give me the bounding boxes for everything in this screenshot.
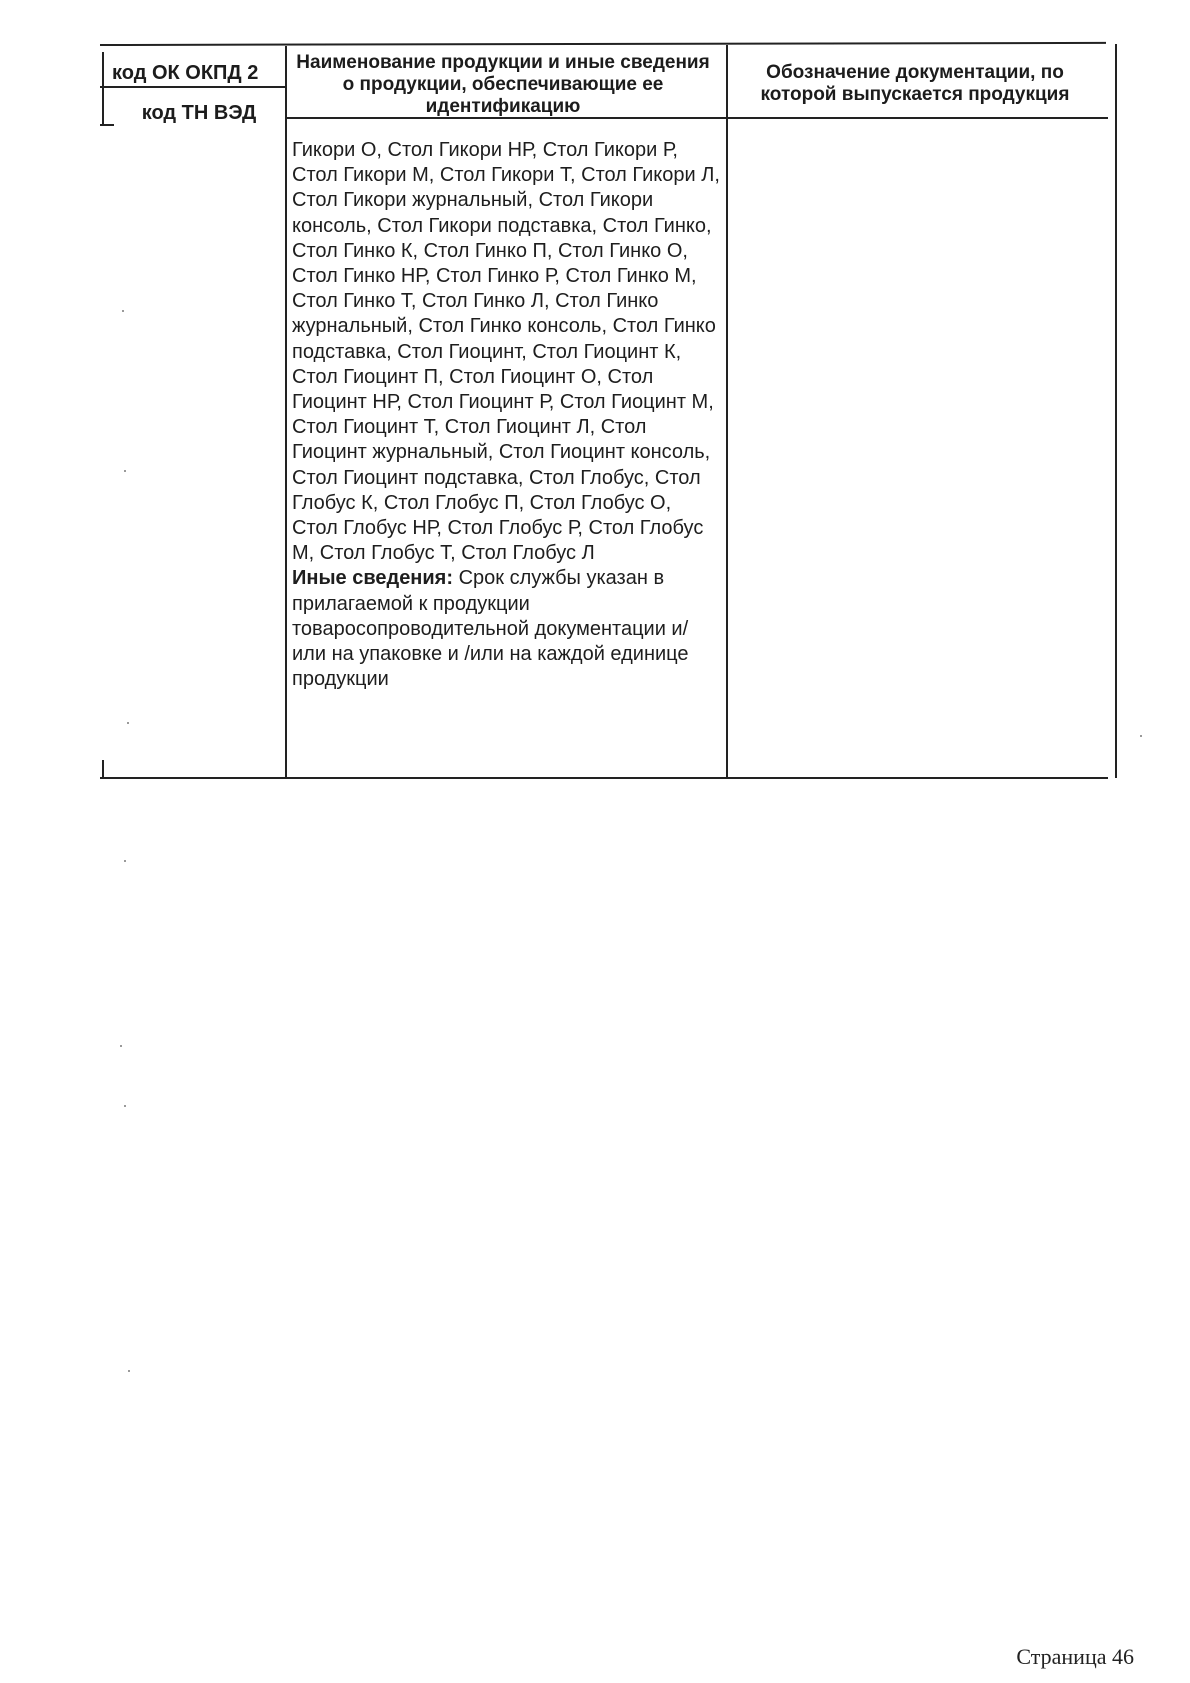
other-info-label: Иные сведения:: [292, 567, 454, 590]
header-product-name: Наименование продукции и иные сведения о продукции, обеспечивающие ее идентификацию: [296, 52, 710, 117]
scan-speck: [120, 1045, 122, 1047]
column-divider-1: [285, 46, 287, 778]
table-left-border-bottom: [102, 760, 104, 779]
scan-speck: [127, 722, 129, 724]
header-okpd: код ОК ОКПД 2: [112, 62, 259, 84]
table-right-border: [1115, 44, 1117, 778]
header-tnved: код ТН ВЭД: [141, 102, 257, 124]
scan-speck: [122, 310, 124, 312]
column-divider-2: [726, 45, 728, 778]
table-bottom-border: [100, 777, 1108, 779]
scan-speck: [124, 860, 126, 862]
scan-speck: [124, 470, 126, 472]
page-number: Страница 46: [1016, 1644, 1134, 1669]
header-divider-left: [100, 86, 286, 88]
other-info-text: Срок службы указан в прилагаемой к продукции товаросопроводительной документации и/или на упаковке и /или на каждой единице продукции: [292, 567, 689, 691]
header-documentation: Обозначение документации, по которой выпускается продукция: [760, 62, 1070, 105]
table-top-border: [100, 42, 1106, 46]
table-left-border: [102, 52, 104, 126]
product-description-cell: [292, 138, 722, 692]
scan-speck: [1140, 735, 1142, 737]
scan-speck: [128, 1370, 130, 1372]
scan-speck: [124, 1105, 126, 1107]
product-list: Гикори О, Стол Гикори НР, Стол Гикори Р, Стол Гикори М, Стол Гикори Т, Стол Гикори Л, Стол Гикори журнальный, Стол Гикори консоль, Стол Гикори подставка, Стол Гинко, Стол Гинко К, Стол Гинко П, Стол Гинко О, Стол Гинко НР, Стол Гинко Р, Стол Гинко М, Стол Гинко Т, Стол Гинко Л, Стол Гинко журнальный, Стол Гинко консоль, Стол Гинко подставка, Стол Гиоцинт, Стол Гиоцинт К, Стол Гиоцинт П, Стол Гиоцинт О, Стол Гиоцинт НР, Стол Гиоцинт Р, Стол Гиоцинт М, Стол Гиоцинт Т, Стол Гиоцинт Л, Стол Гиоцинт журнальный, Стол Гиоцинт консоль, Стол Гиоцинт подставка, Стол Глобус, Стол Глобус К, Стол Глобус П, Стол Глобус О, Стол Глобус НР, Стол Глобус Р, Стол Глобус М, Стол Глобус Т, Стол Глобус Л: [292, 139, 720, 565]
